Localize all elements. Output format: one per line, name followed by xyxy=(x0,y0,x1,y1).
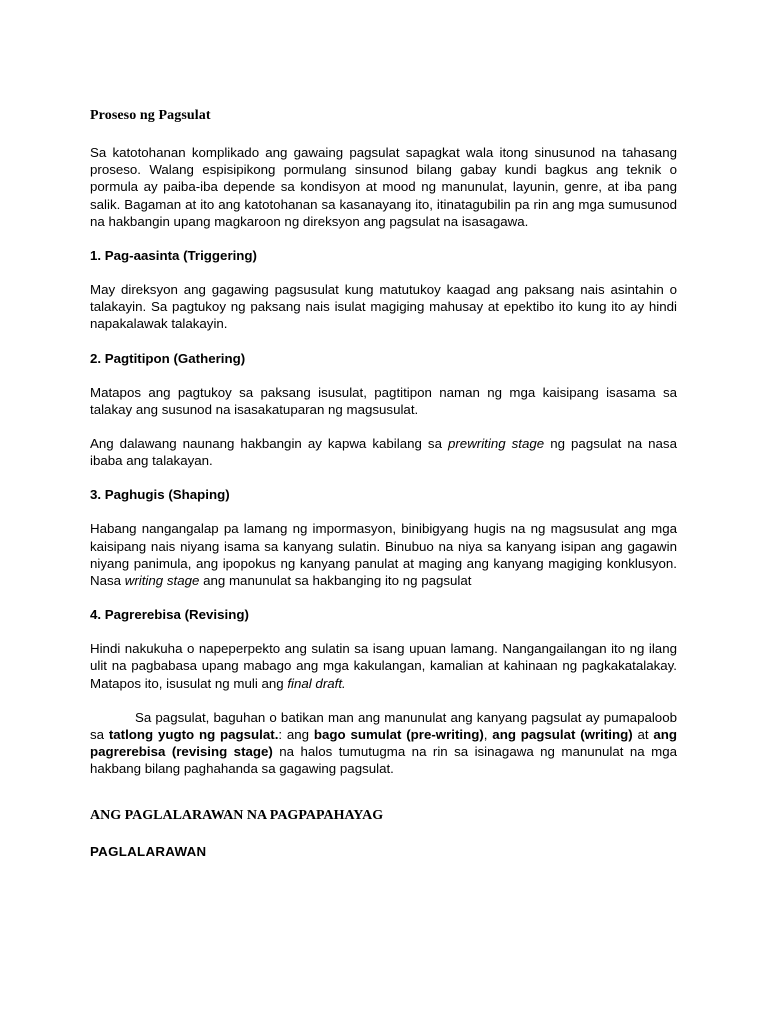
summary-text-c: : ang xyxy=(278,727,314,743)
step3-paragraph xyxy=(90,520,677,589)
intro-paragraph: Sa katotohanan komplikado ang gawaing pagsulat sapagkat wala itong sinusunod na tahasang proseso. Walang espisipikong pormulang sinsunod bilang gabay kundi bagkus ang teknik o pormula ay paiba-iba depende sa kondisyon at mood ng manunulat, layunin, genre, at iba pang salik. Bagaman at ito ang katotohanan sa kasanayang ito, itinatagubilin pa rin ang mga sumusunod na hakbangin upang magkaroon ng direksyon ang pagsulat na isasagawa. xyxy=(90,145,677,229)
step3-italic: writing stage xyxy=(124,573,200,589)
summary-text-f: na halos tumutugma na rin sa isinagawa ng manunulat na mga hakbang bilang paghahanda sa gagawing pagsulat. xyxy=(90,744,677,777)
step4-paragraph xyxy=(90,640,677,692)
prewriting-note-paragraph xyxy=(90,435,677,469)
step3-heading: 3. Paghugis (Shaping) xyxy=(90,487,230,503)
note-text-b: ng pagsulat na nasa ibaba ang talakayan. xyxy=(90,436,677,469)
document-title: Proseso ng Pagsulat xyxy=(90,108,211,123)
section-title: ANG PAGLALARAWAN NA PAGPAPAHAYAG xyxy=(90,807,384,823)
summary-bold-1: tatlong yugto ng pagsulat. xyxy=(108,727,279,743)
step4-italic: final draft. xyxy=(287,675,346,691)
document-body xyxy=(90,108,677,859)
note-text-a: Ang dalawang naunang hakbangin ay kapwa kabilang sa xyxy=(90,436,448,452)
note-italic: prewriting stage xyxy=(447,436,545,452)
step2-paragraph: Matapos ang pagtukoy sa paksang isusulat, pagtitipon naman ng mga kaisipang isasama sa talakay ang susunod na isasakatuparan ng magsusulat. xyxy=(90,384,677,417)
summary-bold-4: ang pagrerebisa (revising stage) xyxy=(90,727,677,760)
step3-text-a: Habang nangangalap pa lamang ng impormasyon, binibigyang hugis na ng magsusulat ang mga kaisipang nais niyang isama sa kanyang sulatin. Binubuo na niya sa kanyang isipan ang gagawin niyang panimula, ang ipopokus ng kanyang panulat at maging ang kanyang magiging konklusyon. Nasa xyxy=(90,521,677,589)
summary-text-d: , xyxy=(483,727,493,743)
step4-text-a: Hindi nakukuha o napeperpekto ang sulatin sa isang upuan lamang. Nangangailangan ito ng ilang ulit na pagbabasa upang mabago ang mga kakulangan, kamalian at kahinaan ng pagkakatalakay. Matapos ito, isusulat ng muli ang xyxy=(90,641,677,691)
step1-heading: 1. Pag-aasinta (Triggering) xyxy=(90,248,257,264)
summary-text-e: at xyxy=(632,727,654,743)
summary-text-a: Sa pagsulat, baguhan o batikan man ang manunulat ang kanyang pagsulat ay pumapaloob sa xyxy=(90,709,677,743)
step3-text-b: ang manunulat sa hakbanging ito ng pagsulat xyxy=(199,573,472,589)
step1-paragraph: May direksyon ang gagawing pagsusulat kung matutukoy kaagad ang paksang nais asintahin o talakayin. Sa pagtukoy ng paksang nais isulat magiging mahusay at epektibo ito kung ito ay hindi napakalawak talakayin. xyxy=(90,282,677,332)
summary-bold-3: ang pagsulat (writing) xyxy=(492,727,633,743)
section-subtitle: PAGLALARAWAN xyxy=(90,843,207,859)
step4-heading: 4. Pagrerebisa (Revising) xyxy=(90,607,249,623)
step2-heading: 2. Pagtitipon (Gathering) xyxy=(90,350,246,366)
summary-bold-2: bago sumulat (pre-writing) xyxy=(313,727,484,743)
summary-paragraph xyxy=(90,709,677,778)
